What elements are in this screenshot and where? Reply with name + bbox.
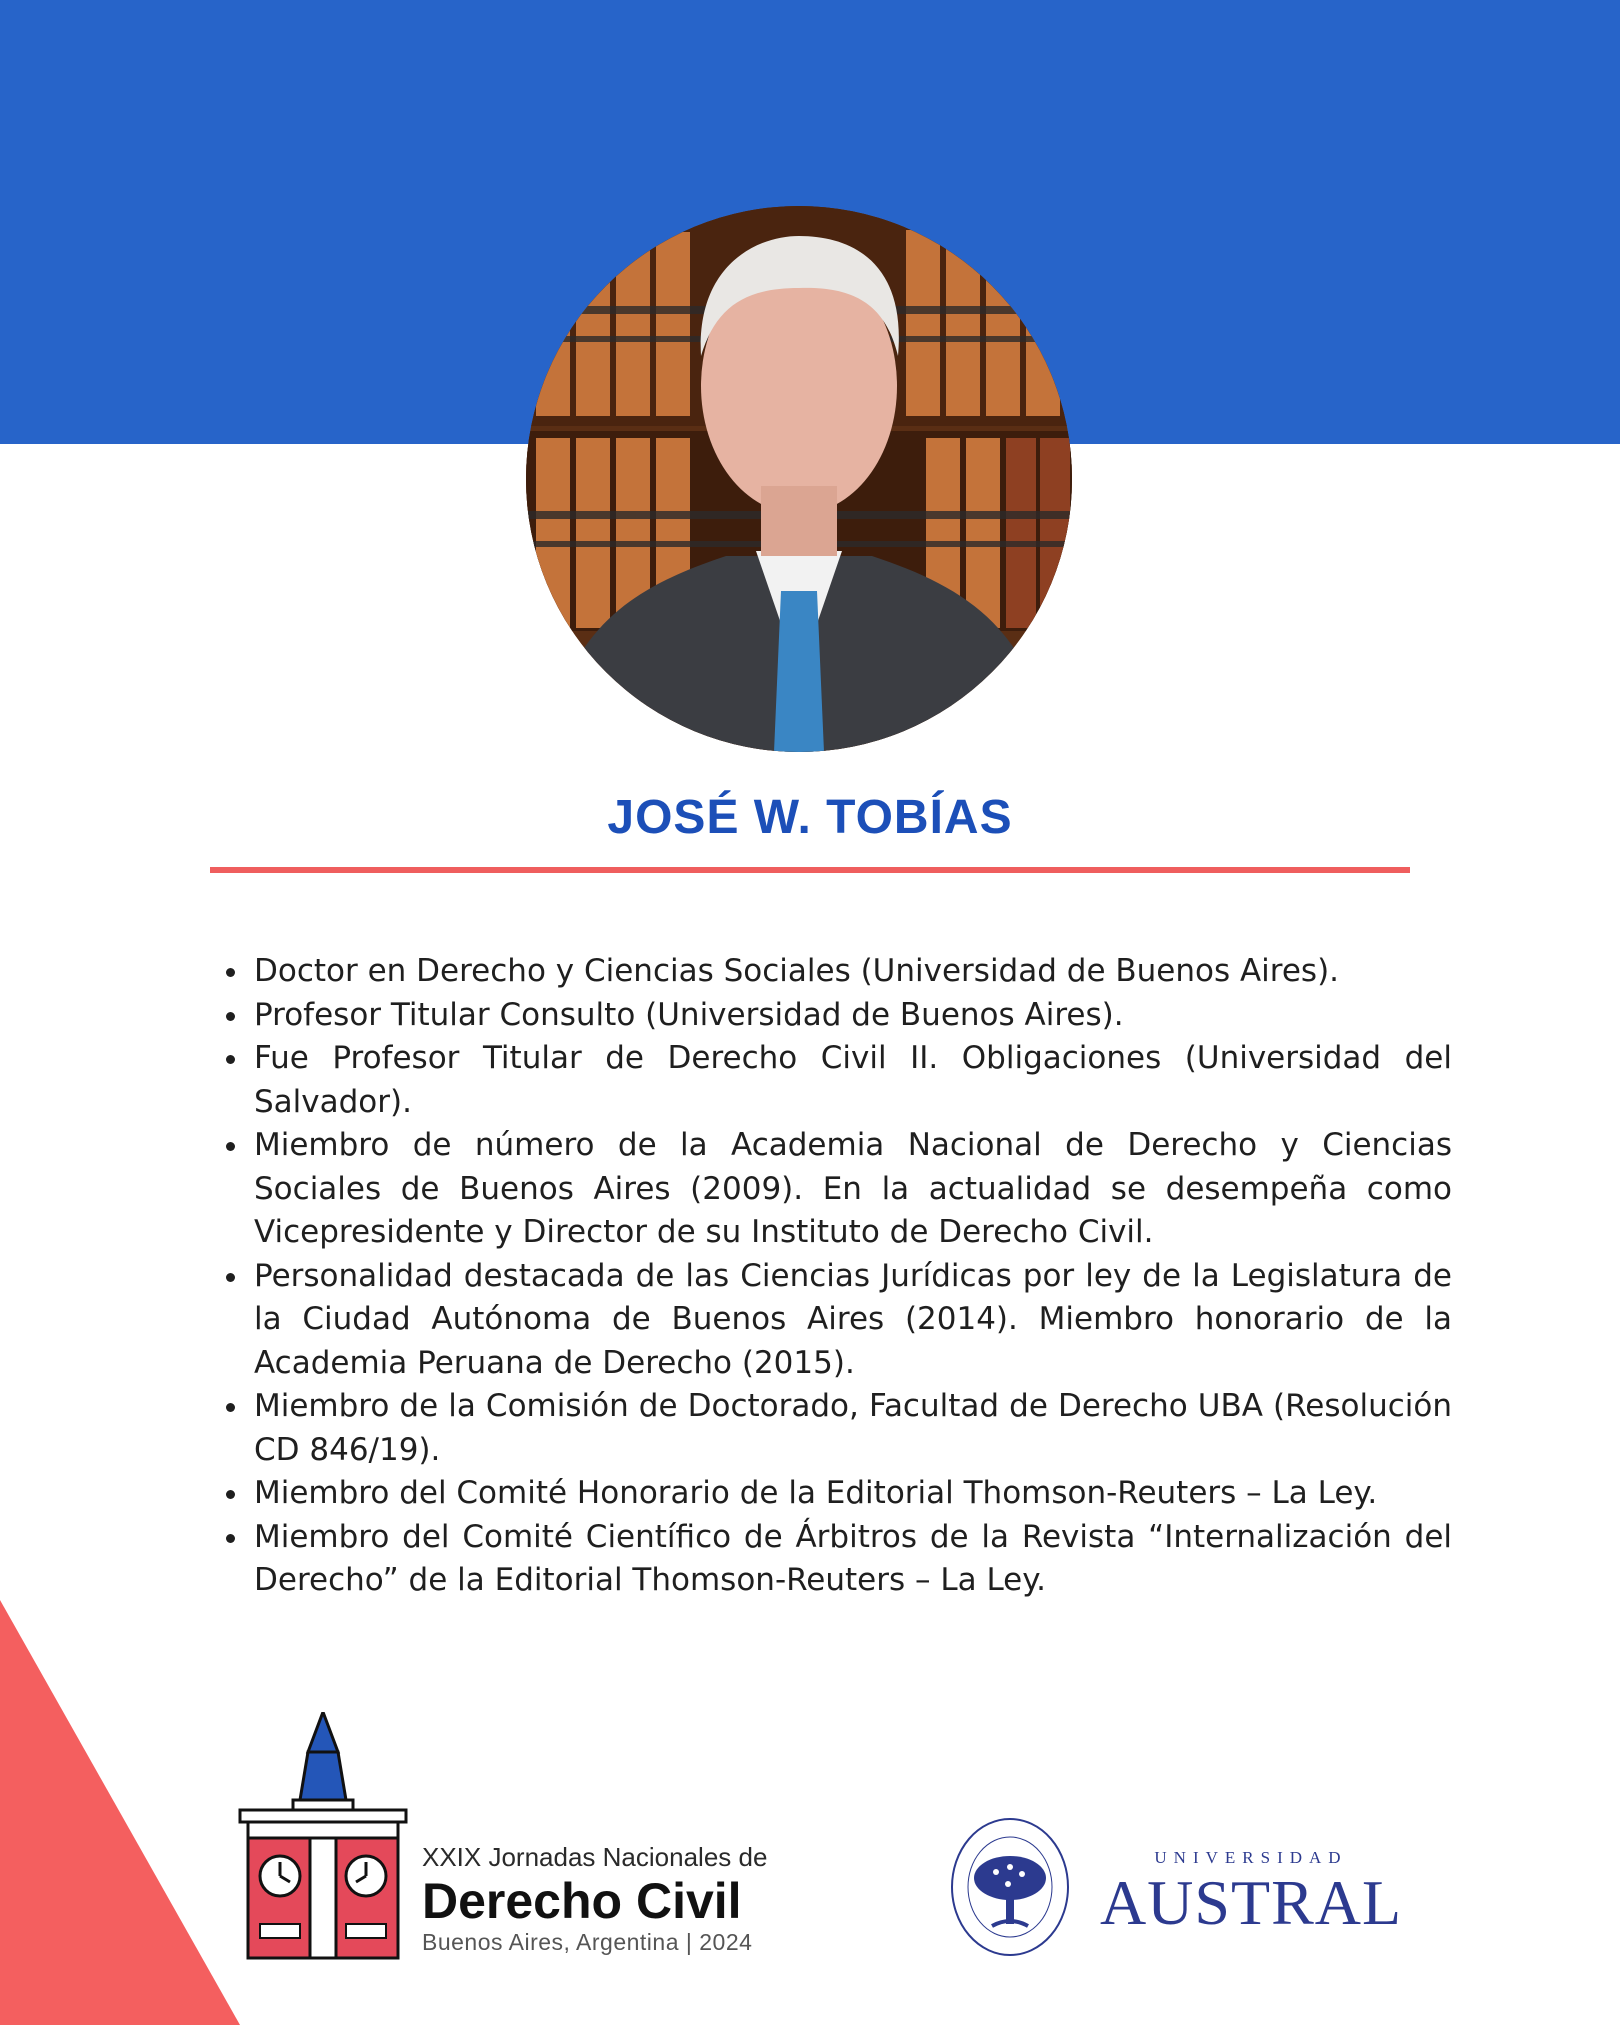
jornadas-title: Derecho Civil — [422, 1873, 742, 1929]
bio-item: Miembro del Comité Científico de Árbitros de la Revista “Internalización del Derecho” de la Editorial Thomson-Reuters – La Ley. — [254, 1516, 1452, 1603]
name-underline-divider — [210, 867, 1410, 873]
bio-item: Doctor en Derecho y Ciencias Sociales (Universidad de Buenos Aires). — [254, 950, 1452, 994]
jornadas-logo-text — [422, 1842, 767, 1956]
bio-item: Miembro de número de la Academia Nacional de Derecho y Ciencias Sociales de Buenos Aires (2009). En la actualidad se desempeña como Vicepresidente y Director de su Instituto de Derecho Civil. — [254, 1124, 1452, 1255]
bio-item: Miembro del Comité Honorario de la Editorial Thomson-Reuters – La Ley. — [254, 1472, 1452, 1516]
bio-list — [222, 950, 1452, 1603]
tree-seal-icon — [946, 1812, 1074, 1962]
profile-name: JOSÉ W. TOBÍAS — [607, 791, 1013, 844]
austral-universidad: UNIVERSIDAD — [1154, 1848, 1348, 1867]
jornadas-line1: XXIX Jornadas Nacionales de — [422, 1842, 768, 1872]
bio-item: Fue Profesor Titular de Derecho Civil II. Obligaciones (Universidad del Salvador). — [254, 1037, 1452, 1124]
bio-item: Profesor Titular Consulto (Universidad de Buenos Aires). — [254, 994, 1452, 1038]
austral-logo-text — [1092, 1848, 1410, 1938]
bio-item: Miembro de la Comisión de Doctorado, Facultad de Derecho UBA (Resolución CD 846/19). — [254, 1385, 1452, 1472]
corner-red-triangle — [0, 1600, 240, 2025]
bio-item: Personalidad destacada de las Ciencias Jurídicas por ley de la Legislatura de la Ciudad Autónoma de Buenos Aires (2014). Miembro honorario de la Academia Peruana de Derecho (2015). — [254, 1255, 1452, 1386]
portrait-photo — [526, 206, 1072, 752]
austral-name: AUSTRAL — [1099, 1867, 1403, 1938]
jornadas-location: Buenos Aires, Argentina | 2024 — [422, 1929, 753, 1955]
clock-tower-icon — [238, 1712, 408, 1960]
